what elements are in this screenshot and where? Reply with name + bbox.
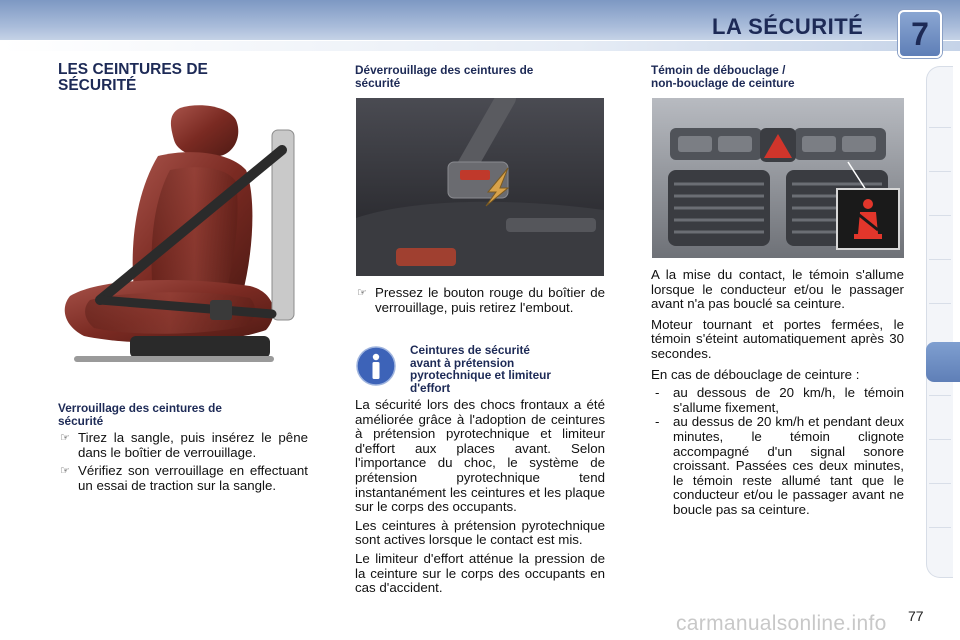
unlock-heading-line1: Déverrouillage des ceintures de (355, 63, 534, 77)
info-heading-line3: pyrotechnique et limiteur (410, 368, 551, 382)
warning-heading-line1: Témoin de débouclage / (651, 63, 786, 77)
pretension-paragraph-3: Le limiteur d'effort atténue la pression de la ceinture sur le corps des occupants en cas d'accident. (355, 550, 605, 596)
unlock-bullet (355, 286, 605, 315)
lock-section (58, 402, 308, 493)
info-icon (356, 346, 396, 386)
info-heading-line2: avant à prétension (410, 355, 515, 370)
info-heading-line4: d'effort (410, 380, 451, 395)
seat-image (60, 100, 305, 380)
warning-heading-block (651, 64, 906, 89)
chapter-title: LA SÉCURITÉ (712, 14, 864, 39)
tab-divider (929, 439, 951, 440)
chapter-number-badge: 7 (898, 10, 942, 58)
hand-pointer-icon: ☞ (60, 432, 70, 444)
warning-heading-line2: non-bouclage de ceinture (651, 75, 795, 90)
lock-bullet-2-text: Vérifiez son verrouillage en effectuant un essai de traction sur la sangle. (78, 463, 308, 493)
chapter-tab-strip (926, 66, 953, 578)
seatbelt-warning-svg (838, 190, 898, 248)
info-heading-block (410, 344, 605, 394)
hand-pointer-icon: ☞ (357, 287, 367, 299)
lock-heading-line1: Verrouillage des ceintures de (58, 401, 222, 415)
lock-heading-line2: sécurité (58, 413, 104, 428)
buckle-photo (356, 98, 604, 276)
warning-text (651, 268, 904, 518)
info-heading-line1: Ceintures de sécurité (410, 343, 530, 357)
tab-divider (929, 259, 951, 260)
info-icon-svg (356, 346, 396, 386)
warning-dash-item-2-text: au dessus de 20 km/h et pendant deux minutes, le témoin clignote accompagné d'un signal sonore croissant. Passées ces deux minutes, le témoin reste allumé tant que le conducteur et/ou le passager avant ne boucle pas sa ceinture. (673, 414, 904, 517)
tab-divider (929, 127, 951, 128)
pretension-text (355, 398, 605, 596)
unlock-bullet-block (355, 286, 605, 315)
pretension-paragraph-1: La sécurité lors des chocs frontaux a été améliorée grâce à l'adoption de ceintures à prétension pyrotechnique et limiteur d'effort aux places avant. Selon l'importance du choc, le système de prétension pyrotechnique tend instantanément les ceintures et les plaque sur le corps des occupants. (355, 397, 605, 515)
warning-dash-item-1 (651, 386, 904, 415)
tab-divider (929, 303, 951, 304)
lock-bullet-2 (58, 464, 308, 493)
page-number: 77 (908, 608, 924, 624)
section-title-line2: SÉCURITÉ (58, 77, 137, 94)
hand-pointer-icon: ☞ (60, 465, 70, 478)
tab-divider (929, 215, 951, 216)
tab-divider (929, 483, 951, 484)
seatbelt-warning-icon (836, 188, 900, 250)
warning-paragraph-3: En cas de débouclage de ceinture : (651, 366, 860, 382)
lock-heading (58, 402, 308, 427)
chapter-tab-active[interactable] (926, 342, 960, 382)
dash-marker: - (655, 385, 660, 401)
seat-illustration (60, 100, 305, 380)
unlock-heading-block (355, 64, 605, 89)
warning-dash-item-2 (651, 415, 904, 517)
section-title (58, 62, 308, 94)
tab-divider (929, 527, 951, 528)
lock-bullet-1-text: Tirez la sangle, puis insérez le pêne dans le boîtier de verrouillage. (78, 430, 308, 460)
unlock-bullet-text: Pressez le bouton rouge du boîtier de verrouillage, puis retirez l'embout. (375, 285, 605, 315)
buckle-image (356, 98, 604, 276)
watermark: carmanualsonline.info (676, 612, 887, 635)
unlock-heading-line2: sécurité (355, 75, 401, 90)
warning-heading (651, 64, 906, 89)
warning-paragraph-2: Moteur tournant et portes fermées, le témoin s'éteint automatiquement après 30 secondes. (651, 316, 904, 361)
warning-paragraph-1: A la mise du contact, le témoin s'allume lorsque le conducteur et/ou le passager avant n'a pas bouclé sa ceinture. (651, 267, 904, 312)
tab-divider (929, 395, 951, 396)
unlock-heading (355, 64, 605, 89)
left-column (58, 62, 308, 94)
section-title-line1: LES CEINTURES DE (58, 61, 208, 78)
tab-divider (929, 171, 951, 172)
lock-bullet-1 (58, 431, 308, 460)
warning-dash-item-1-text: au dessous de 20 km/h, le témoin s'allume fixement, (673, 385, 904, 415)
dash-marker: - (655, 414, 660, 430)
info-heading (410, 344, 605, 394)
pretension-paragraph-2: Les ceintures à prétension pyrotechnique sont actives lorsque le contact est mis. (355, 517, 605, 548)
